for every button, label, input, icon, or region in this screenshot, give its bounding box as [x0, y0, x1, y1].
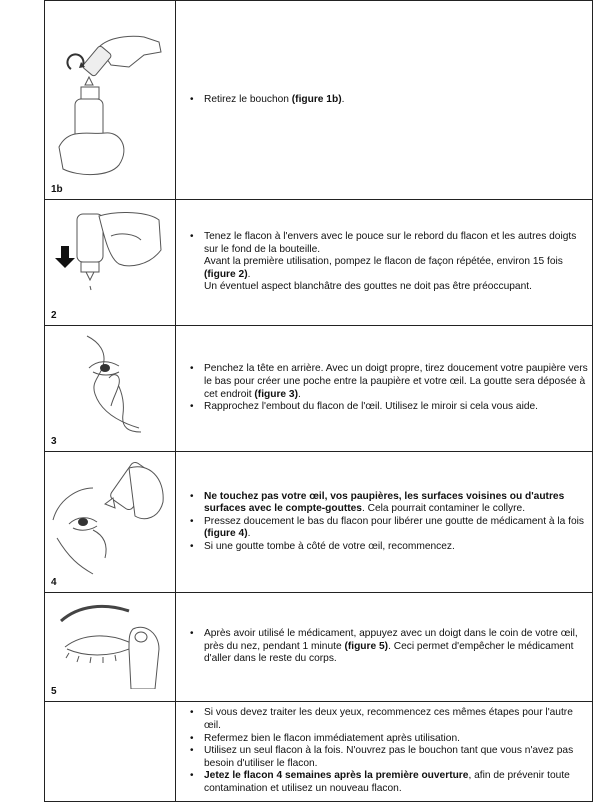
bullet-list — [176, 707, 592, 795]
bullet-line — [204, 733, 592, 746]
figure-cell-1b — [45, 1, 176, 200]
figure-cell-4 — [45, 452, 176, 593]
bullet-line — [204, 231, 592, 256]
instruction-text-cell — [176, 1, 593, 200]
bullet-item — [190, 491, 592, 516]
empty-figure-cell — [45, 702, 176, 802]
bullet-list — [176, 628, 592, 666]
text: . Cela pourrait contaminer le collyre. — [361, 503, 526, 515]
instruction-text-cell — [176, 326, 593, 452]
bullet-list — [176, 231, 592, 294]
bullet-item — [190, 401, 592, 414]
bullet-item — [190, 707, 592, 732]
bullet-line — [204, 491, 592, 516]
instruction-text-cell — [176, 452, 593, 593]
step-row-4 — [45, 452, 593, 593]
bold-text: (figure 5) — [344, 640, 389, 652]
step-number: 1b — [51, 184, 63, 195]
bullet-line — [204, 401, 592, 414]
text: . — [247, 528, 251, 540]
final-notes-row — [45, 702, 593, 802]
text: . — [298, 388, 301, 400]
bullet-item — [190, 541, 592, 554]
text: Si vous devez traiter les deux yeux, recommencez ces mêmes étapes pour l'autre œil. — [204, 707, 573, 732]
bullet-line — [204, 707, 592, 732]
bold-text: Ne touchez pas votre œil, vos paupières, les surfaces voisines ou d'autres surfaces avec le compte-gouttes — [204, 490, 565, 515]
bullet-item — [190, 363, 592, 401]
apply-drop-illustration — [49, 458, 171, 584]
bold-text: Jetez le flacon 4 semaines après la première ouverture — [204, 770, 469, 782]
bullet-line — [204, 363, 592, 401]
text: Pressez doucement le bas du flacon pour libérer une goutte de médicament à la fois — [204, 515, 584, 527]
text: Refermez bien le flacon immédiatement après utilisation. — [204, 732, 460, 744]
step-row-3 — [45, 326, 593, 452]
text: Rapprochez l'embout du flacon de l'œil. Utilisez le miroir si cela vous aide. — [204, 401, 538, 413]
bullet-item — [190, 770, 592, 795]
text: . — [341, 93, 345, 105]
bullet-line — [204, 628, 592, 666]
instruction-text-cell — [176, 593, 593, 702]
bullet-list — [176, 94, 592, 107]
step-row-1b — [45, 1, 593, 200]
bold-text: (figure 4) — [204, 528, 248, 540]
bullet-line — [204, 256, 592, 281]
figure-cell-5 — [45, 593, 176, 702]
text: , afin de prévenir toute contamination et utilisez un nouveau flacon. — [204, 770, 570, 794]
bullet-line — [204, 745, 592, 770]
text: Si une goutte tombe à côté de votre œil, recommencez. — [204, 540, 455, 552]
step-number: 2 — [51, 310, 57, 321]
bullet-item — [190, 745, 592, 770]
text: Après avoir utilisé le médicament, appuyez avec un doigt dans le coin de votre œil, près du nez, pendant 1 minute — [204, 628, 578, 652]
bullet-line — [204, 94, 592, 107]
text: . — [247, 268, 251, 280]
pull-eyelid-illustration — [49, 332, 171, 442]
instruction-text-cell — [176, 200, 593, 326]
text: Tenez le flacon à l'envers avec le pouce sur le rebord du flacon et les autres doigts sur le fond de la bouteille. — [204, 231, 577, 255]
bold-text: (figure 1b) — [291, 93, 342, 105]
text: Penchez la tête en arrière. Avec un doigt propre, tirez doucement votre paupière vers le bas pour créer une poche entre la paupière et votre œil. La goutte sera déposée à cet endroit — [204, 363, 588, 400]
instructions-table — [44, 0, 593, 802]
bullet-item — [190, 94, 592, 107]
step-number: 3 — [51, 436, 57, 447]
bullet-line — [204, 541, 592, 554]
step-number: 4 — [51, 577, 57, 588]
text: . Ceci permet d'empêcher le médicament d'aller dans le reste du corps. — [204, 640, 574, 665]
remove-cap-illustration — [49, 7, 171, 177]
bullet-line — [204, 516, 592, 541]
bullet-item — [190, 628, 592, 666]
step-row-2 — [45, 200, 593, 326]
text: Avant la première utilisation, pompez le flacon de façon répétée, environ 15 fois — [204, 256, 563, 268]
bold-text: (figure 2) — [204, 268, 248, 280]
press-eye-corner-illustration — [49, 599, 171, 689]
figure-cell-2 — [45, 200, 176, 326]
figure-cell-3 — [45, 326, 176, 452]
step-number: 5 — [51, 686, 57, 697]
bullet-item — [190, 516, 592, 541]
invert-bottle-illustration — [49, 206, 171, 316]
bullet-list — [176, 491, 592, 554]
text: Retirez le bouchon — [204, 93, 292, 105]
bullet-item — [190, 733, 592, 746]
bullet-list — [176, 363, 592, 413]
bullet-item — [190, 231, 592, 294]
step-row-5 — [45, 593, 593, 702]
text: Utilisez un seul flacon à la fois. N'ouvrez pas le bouchon tant que vous n'avez pas besoin d'utiliser le flacon. — [204, 745, 574, 769]
text: Un éventuel aspect blanchâtre des gouttes ne doit pas être préoccupant. — [204, 281, 532, 293]
bullet-line — [204, 770, 592, 795]
bullet-line — [204, 281, 592, 294]
bold-text: (figure 3) — [254, 388, 298, 400]
instruction-text-cell — [176, 702, 593, 802]
